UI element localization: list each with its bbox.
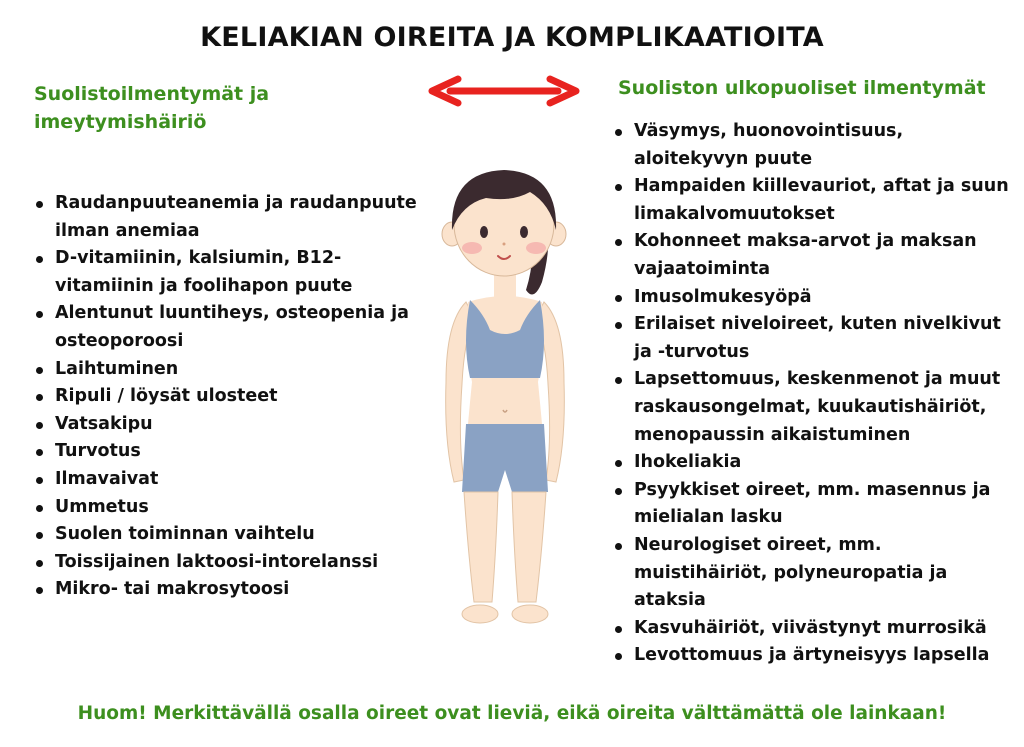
- shorts: [462, 424, 548, 492]
- right-eye: [520, 226, 528, 238]
- nose: [503, 243, 506, 246]
- footer-note: Huom! Merkittävällä osalla oireet ovat lieviä, eikä oireita välttämättä ole lainkaan!: [77, 703, 947, 724]
- list-item: Raudanpuuteanemia ja raudanpuute ilman anemiaa: [33, 190, 418, 245]
- list-item: Hampaiden kiillevauriot, aftat ja suun limakalvomuutokset: [612, 173, 1017, 228]
- list-item: Neurologiset oireet, mm. muistihäiriöt, polyneuropatia ja ataksia: [612, 532, 1017, 615]
- list-item: Psyykkiset oireet, mm. masennus ja mielialan lasku: [612, 477, 1017, 532]
- list-item: Levottomuus ja ärtyneisyys lapsella: [612, 642, 1017, 670]
- left-leg: [464, 492, 498, 602]
- list-item: Turvotus: [33, 438, 418, 466]
- list-item: Ihokeliakia: [612, 449, 1017, 477]
- woman-illustration: [432, 152, 582, 632]
- intestinal-symptoms-list: [33, 190, 418, 604]
- list-item: Väsymys, huonovointisuus, aloitekyvyn puute: [612, 118, 1017, 173]
- left-cheek: [462, 242, 482, 254]
- list-item: Lapsettomuus, keskenmenot ja muut raskausongelmat, kuukautishäiriöt, menopaussin aikaistuminen: [612, 366, 1017, 449]
- list-item: Erilaiset niveloireet, kuten nivelkivut ja -turvotus: [612, 311, 1017, 366]
- left-foot: [462, 605, 498, 623]
- right-cheek: [526, 242, 546, 254]
- left-heading: Suolistoilmentymät ja imeytymishäiriö: [34, 83, 270, 133]
- right-leg: [512, 492, 546, 602]
- page-title: KELIAKIAN OIREITA JA KOMPLIKAATIOITA: [200, 22, 824, 53]
- list-item: Alentunut luuntiheys, osteopenia ja osteoporoosi: [33, 300, 418, 355]
- list-item: Mikro- tai makrosytoosi: [33, 576, 418, 604]
- right-foot: [512, 605, 548, 623]
- list-item: Toissijainen laktoosi-intorelanssi: [33, 549, 418, 577]
- list-item: Ripuli / löysät ulosteet: [33, 383, 418, 411]
- list-item: Ummetus: [33, 494, 418, 522]
- list-item: Suolen toiminnan vaihtelu: [33, 521, 418, 549]
- list-item: D-vitamiinin, kalsiumin, B12-vitamiinin ja foolihapon puute: [33, 245, 418, 300]
- list-item: Imusolmukesyöpä: [612, 284, 1017, 312]
- extraintestinal-symptoms-list: [612, 118, 1017, 670]
- list-item: Kasvuhäiriöt, viivästynyt murrosikä: [612, 615, 1017, 643]
- double-arrow-icon: [428, 74, 580, 108]
- left-eye: [480, 226, 488, 238]
- right-heading: Suoliston ulkopuoliset ilmentymät: [618, 77, 986, 99]
- list-item: Laihtuminen: [33, 356, 418, 384]
- list-item: Ilmavaivat: [33, 466, 418, 494]
- list-item: Kohonneet maksa-arvot ja maksan vajaatoiminta: [612, 228, 1017, 283]
- list-item: Vatsakipu: [33, 411, 418, 439]
